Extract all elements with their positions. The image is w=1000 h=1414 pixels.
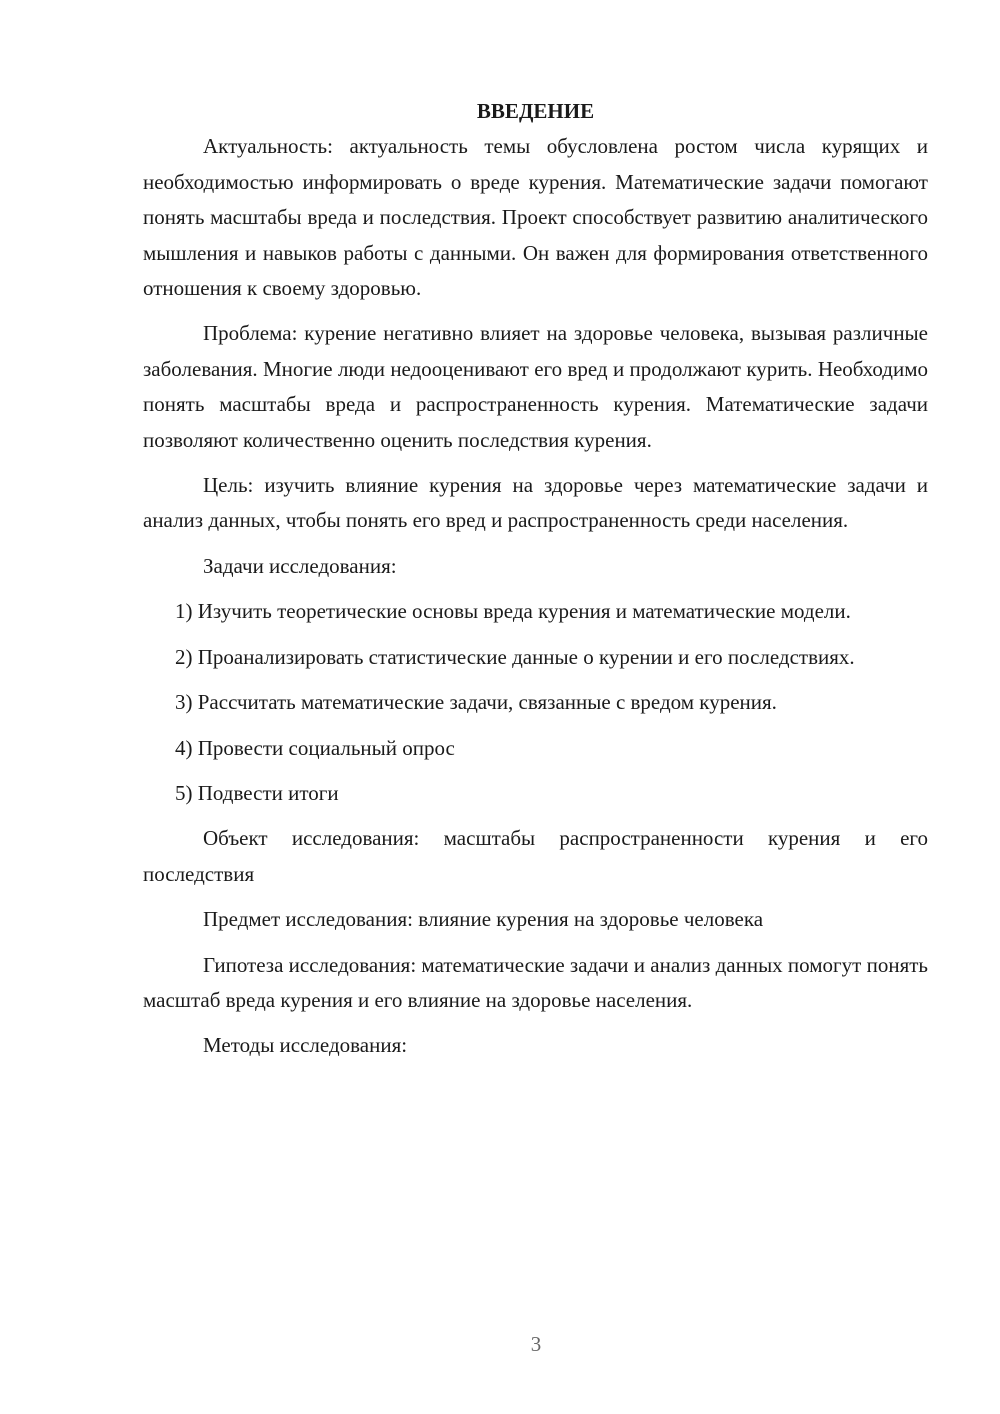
paragraph-problem: Проблема: курение негативно влияет на здоровье человека, вызывая различные заболевания. Многие люди недооценивают его вред и продолжают курить. Необходимо понять масштабы вреда и распространенность курения. Математические задачи позволяют количественно оценить последствия курения.	[143, 321, 928, 452]
paragraph-tasks-heading: Задачи исследования:	[203, 553, 397, 578]
paragraph-subject: Предмет исследования: влияние курения на здоровье человека	[203, 907, 764, 932]
paragraph-methods-heading: Методы исследования:	[203, 1033, 408, 1058]
paragraph-goal: Цель: изучить влияние курения на здоровье через математические задачи и анализ данных, чтобы понять его вред и распространенность среди населения.	[143, 473, 928, 533]
page-number: 3	[530, 1332, 542, 1356]
task-item-3: 3) Рассчитать математические задачи, связанные с вредом курения.	[175, 690, 777, 715]
task-item-4: 4) Провести социальный опрос	[175, 735, 455, 760]
paragraph-relevance: Актуальность: актуальность темы обусловлена ростом числа курящих и необходимостью информировать о вреде курения. Математические задачи помогают понять масштабы вреда и последствия. Проект способствует развитию аналитического мышления и навыков работы с данными. Он важен для формирования ответственного отношения к своему здоровью.	[143, 134, 928, 301]
paragraph-object: Объект исследования: масштабы распространенности курения и его последствия	[143, 826, 928, 886]
task-item-1: 1) Изучить теоретические основы вреда курения и математические модели.	[175, 599, 851, 624]
task-item-5: 5) Подвести итоги	[175, 780, 339, 805]
task-item-2: 2) Проанализировать статистические данные о курении и его последствиях.	[175, 644, 855, 669]
paragraph-hypothesis: Гипотеза исследования: математические задачи и анализ данных помогут понять масштаб вреда курения и его влияние на здоровье населения.	[143, 952, 928, 1012]
document-page	[143, 94, 928, 1074]
document-title: ВВЕДЕНИЕ	[476, 99, 595, 123]
